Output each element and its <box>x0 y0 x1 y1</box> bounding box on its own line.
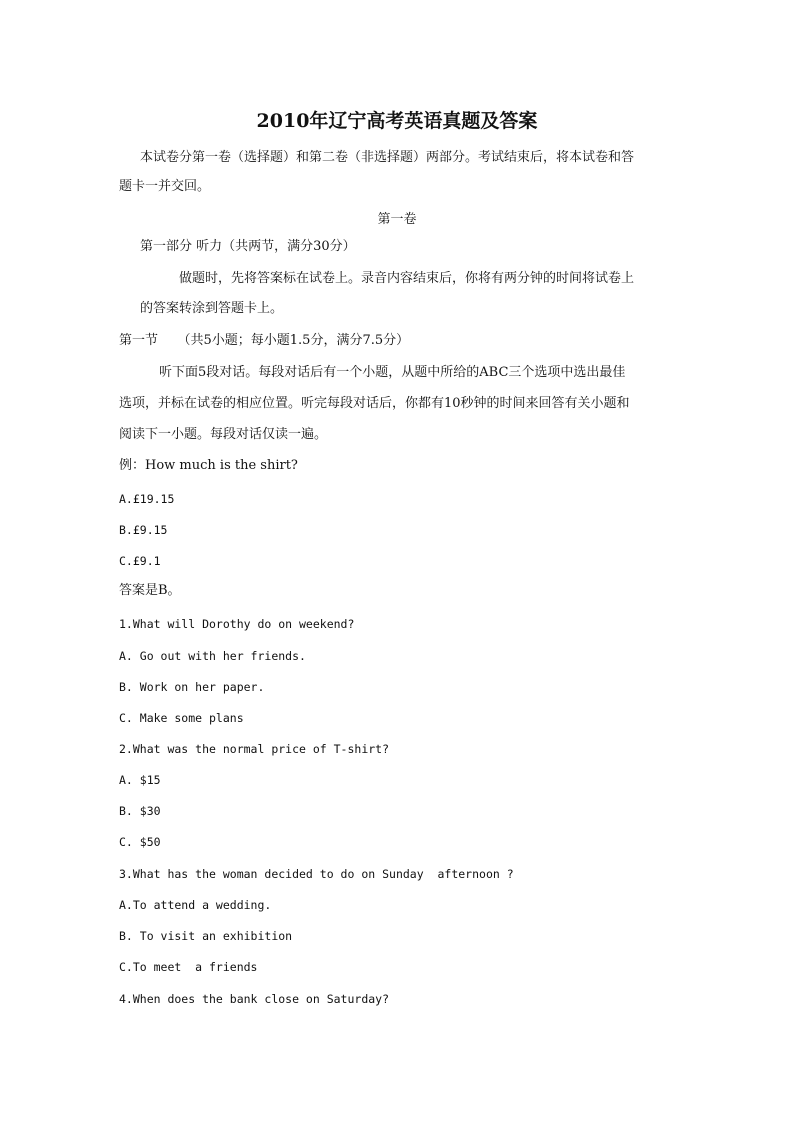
question-4: 4.When does the bank close on Saturday? <box>119 992 390 1006</box>
question-3-option-c: C.To meet a friends <box>119 960 258 974</box>
instruction-line-1: 听下面5段对话。每段对话后有一个小题，从题中所给的ABC三个选项中选出最佳 <box>159 365 626 380</box>
example-option-a: A.£19.15 <box>119 492 175 506</box>
question-3-option-b: B. To visit an exhibition <box>119 929 293 943</box>
section1-heading: 第一节 （共5小题；每小题1.5分，满分7.5分） <box>119 333 410 348</box>
part1-heading: 第一部分 听力（共两节，满分30分） <box>140 239 356 254</box>
page-title: 2010年辽宁高考英语真题及答案 <box>256 110 538 132</box>
question-2-option-b: B. $30 <box>119 804 161 818</box>
example-option-c: C.£9.1 <box>119 554 161 568</box>
instruction-line-3: 阅读下一小题。每段对话仅读一遍。 <box>119 427 328 442</box>
question-1-option-b: B. Work on her paper. <box>119 680 265 694</box>
question-2-option-a: A. $15 <box>119 773 161 787</box>
question-2: 2.What was the normal price of T-shirt? <box>119 742 390 756</box>
question-1-option-c: C. Make some plans <box>119 711 244 725</box>
question-1-option-a: A. Go out with her friends. <box>119 649 306 663</box>
question-3: 3.What has the woman decided to do on Sunday afternoon ? <box>119 867 514 881</box>
example-question: 例：How much is the shirt? <box>119 458 298 473</box>
question-1: 1.What will Dorothy do on weekend? <box>119 617 355 631</box>
example-option-b: B.£9.15 <box>119 523 168 537</box>
intro-line-2: 题卡一并交回。 <box>119 179 211 194</box>
volume-heading: 第一卷 <box>377 212 417 227</box>
question-3-option-a: A.To attend a wedding. <box>119 898 272 912</box>
question-2-option-c: C. $50 <box>119 835 161 849</box>
instruction-line-2: 选项，并标在试卷的相应位置。听完每段对话后，你都有10秒钟的时间来回答有关小题和 <box>119 396 630 411</box>
intro-line-1: 本试卷分第一卷（选择题）和第二卷（非选择题）两部分。考试结束后，将本试卷和答 <box>140 150 635 165</box>
note-line-2: 的答案转涂到答题卡上。 <box>140 301 284 316</box>
note-line-1: 做题时，先将答案标在试卷上。录音内容结束后，你将有两分钟的时间将试卷上 <box>179 271 635 286</box>
example-answer: 答案是B。 <box>119 583 181 598</box>
